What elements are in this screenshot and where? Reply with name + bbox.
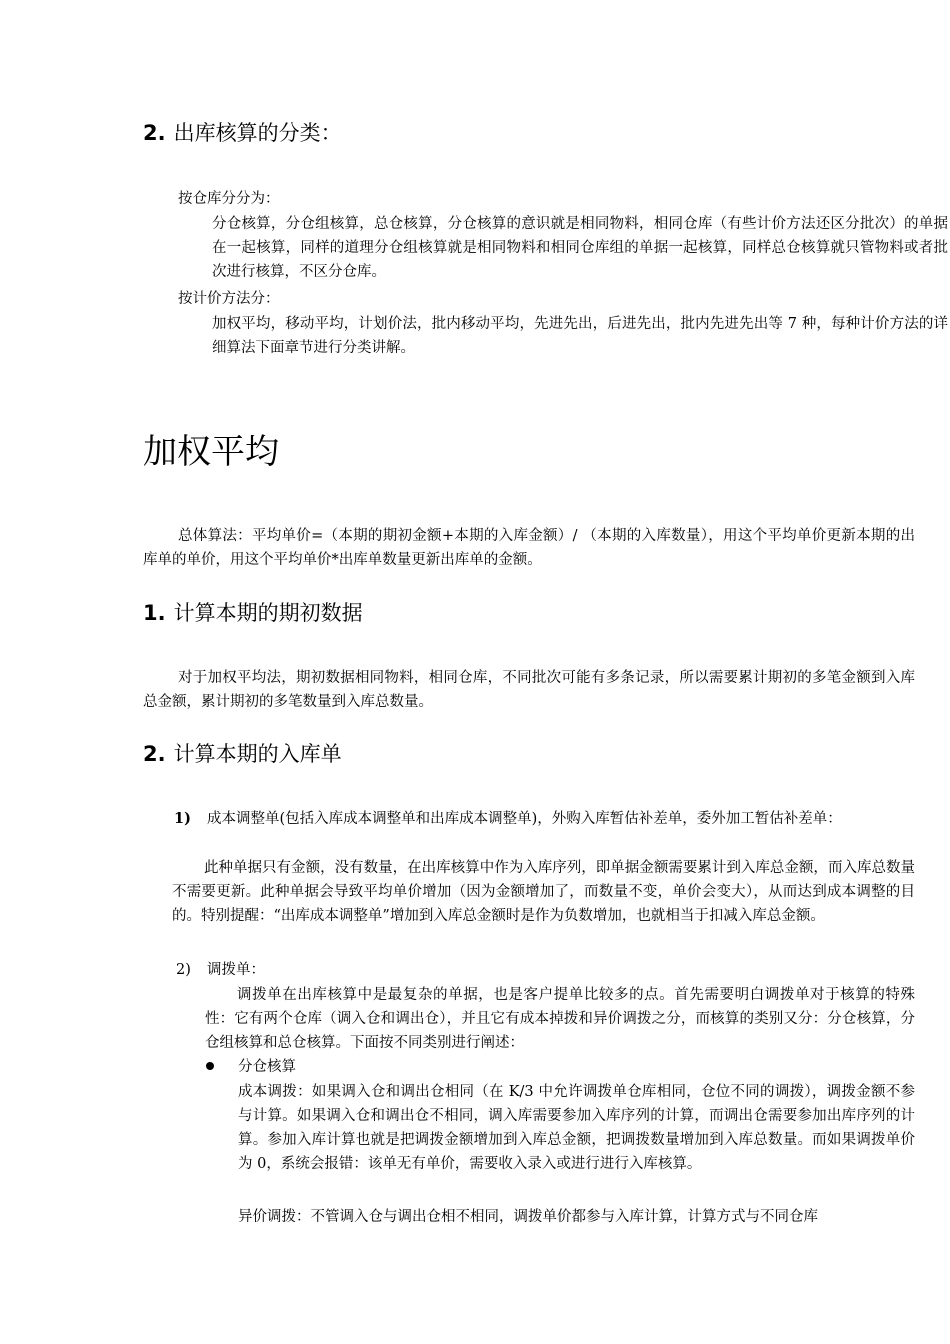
step2-number: 2. — [143, 742, 166, 766]
by-warehouse-label: 按仓库分分为： — [178, 191, 280, 207]
by-warehouse-text: 分仓核算，分仓组核算，总仓核算，分仓核算的意识就是相同物料，相同仓库（有些计价方法还区分批次）的单据在一起核算，同样的道理分仓组核算就是相同物料和相同仓库组的单据一起核算，同样总仓核算就只管物料或者批次进行核算，不区分仓库。 — [212, 216, 948, 280]
overall-algorithm-paragraph: 总体算法：平均单价=（本期的期初金额+本期的入库金额）/ （本期的入库数量），用这个平均单价更新本期的出库单的单价，用这个平均单价*出库单数量更新出库单的金额。 — [143, 528, 915, 568]
item2-title: 调拨单： — [207, 962, 265, 978]
bullet-title: 分仓核算 — [238, 1059, 296, 1075]
section-heading-classify — [143, 119, 342, 147]
item1-marker: 1) — [174, 810, 191, 827]
section-number: 2. — [143, 121, 166, 145]
item2-marker: 2) — [176, 962, 191, 978]
bullet-icon — [206, 1062, 214, 1070]
step2-title: 计算本期的入库单 — [173, 742, 342, 766]
diff-transfer-paragraph: 异价调拨：不管调入仓与调出仓相不相同，调拨单价都参与入库计算，计算方式与不同仓库 — [238, 1209, 818, 1225]
item2-paragraph: 调拨单在出库核算中是最复杂的单据，也是客户提单比较多的点。首先需要明白调拨单对于核算的特殊性：它有两个仓库（调入仓和调出仓），并且它有成本掉拨和异价调拨之分，而核算的类别又分：分仓核算，分仓组核算和总仓核算。下面按不同类别进行阐述： — [205, 987, 915, 1051]
step1-title: 计算本期的期初数据 — [173, 601, 363, 625]
by-pricing-label: 按计价方法分： — [178, 291, 280, 307]
step1-number: 1. — [143, 601, 166, 625]
step1-paragraph: 对于加权平均法，期初数据相同物料，相同仓库，不同批次可能有多条记录，所以需要累计期初的多笔金额到入库总金额，累计期初的多笔数量到入库总数量。 — [143, 670, 915, 710]
step1-heading — [143, 599, 363, 627]
section-title: 出库核算的分类： — [173, 121, 342, 145]
item1-paragraph: 此种单据只有金额，没有数量，在出库核算中作为入库序列，即单据金额需要累计到入库总金额，而入库总数量不需要更新。此种单据会导致平均单价增加（因为金额增加了，而数量不变，单价会变大），从而达到成本调整的目的。特别提醒：“出库成本调整单”增加到入库总金额时是作为负数增加，也就相当于扣减入库总金额。 — [172, 860, 915, 924]
cost-transfer-paragraph: 成本调拨：如果调入仓和调出仓相同（在 K/3 中允许调拨单仓库相同，仓位不同的调拨），调拨金额不参与计算。如果调入仓和调出仓不相同，调入库需要参加入库序列的计算，而调出仓需要参加出库序列的计算。参加入库计算也就是把调拨金额增加到入库总金额，把调拨数量增加到入库总数量。而如果调拨单价为 0，系统会报错：该单无有单价，需要收入录入或进行进行入库核算。 — [238, 1084, 915, 1172]
by-pricing-text: 加权平均，移动平均，计划价法，批内移动平均，先进先出，后进先出，批内先进先出等 7 种，每种计价方法的详细算法下面章节进行分类讲解。 — [212, 316, 948, 356]
step2-heading — [143, 740, 342, 768]
item1-title: 成本调整单(包括入库成本调整单和出库成本调整单)，外购入库暂估补差单，委外加工暂估补差单： — [207, 811, 842, 827]
chapter-title: 加权平均 — [143, 432, 279, 472]
